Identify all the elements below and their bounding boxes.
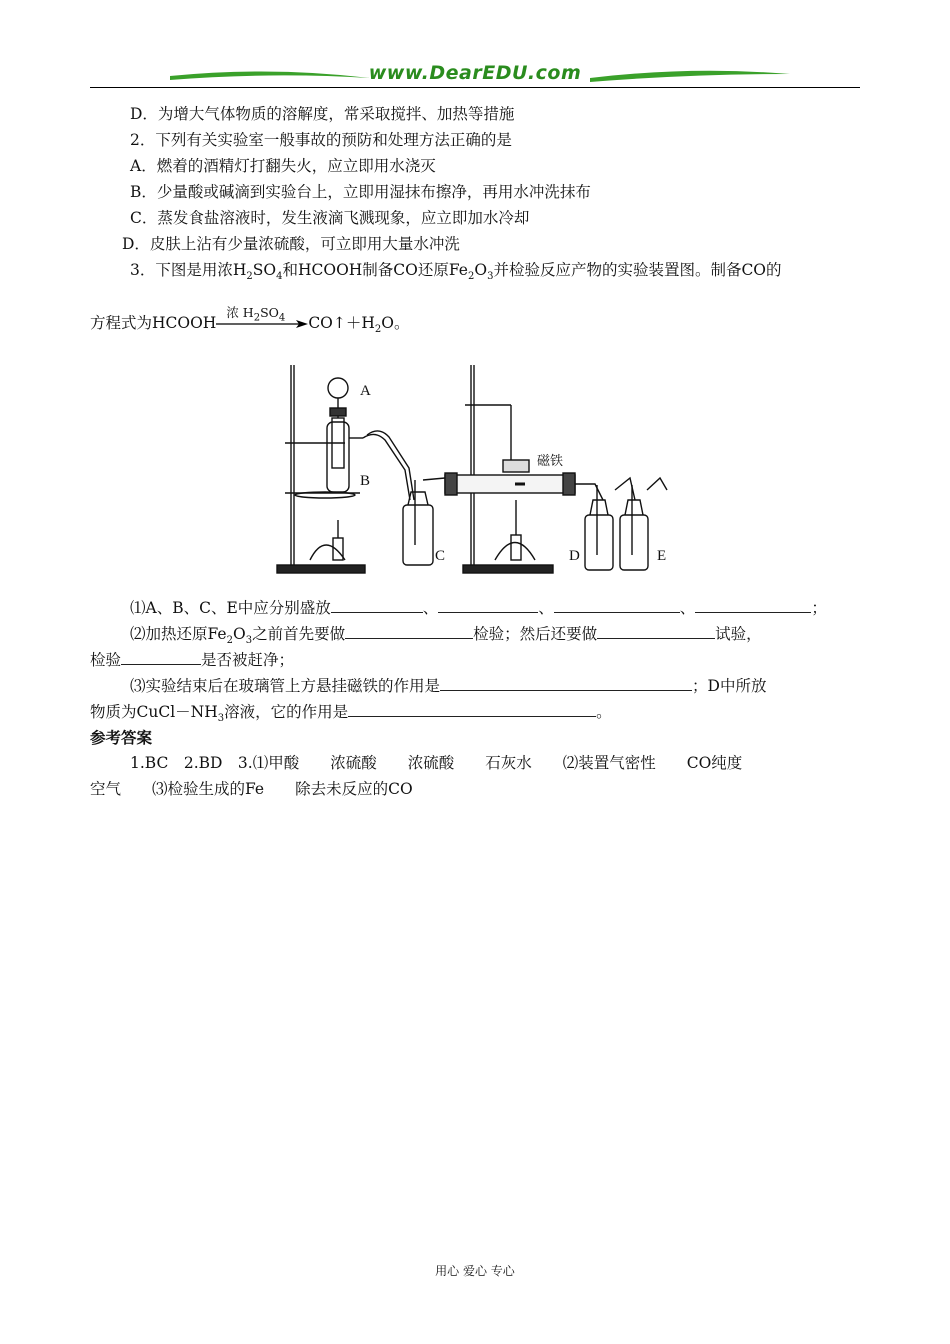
apparatus-diagram (275, 360, 675, 580)
blank-e[interactable] (695, 597, 811, 613)
label-a: A (360, 383, 371, 399)
blank-a[interactable] (331, 597, 423, 613)
blank-c[interactable] (554, 597, 680, 613)
page-header (90, 60, 860, 90)
blank-b[interactable] (438, 597, 538, 613)
option-2d: D．皮肤上沾有少量浓硫酸，可立即用大量水冲洗 (122, 235, 460, 253)
sub-question-1: ⑴A、B、C、E中应分别盛放 、 、 、 ； (130, 599, 827, 617)
question-2: 2．下列有关实验室一般事故的预防和处理方法正确的是 (130, 131, 512, 149)
label-c: C (435, 548, 446, 564)
blank-second-test[interactable] (597, 623, 715, 639)
label-b: B (360, 473, 371, 489)
equation-line: 方程式为HCOOH 浓 $H_2SO_4$ $CO↑+H_2O$。 (90, 305, 410, 336)
blank-first-check[interactable] (345, 623, 473, 639)
blank-d-purpose[interactable] (348, 701, 596, 717)
label-d: D (569, 548, 580, 564)
answer-line-2: 空气 ⑶检验生成的Fe 除去未反应的CO (90, 780, 413, 798)
reaction-arrow: 浓 $H_2SO_4$ (216, 314, 308, 332)
option-2c: C．蒸发食盐溶液时，发生液滴飞溅现象，应立即加水冷却 (130, 209, 530, 227)
right-swoosh-graphic (590, 66, 790, 86)
option-2a: A．燃着的酒精灯打翻失火，应立即用水浇灭 (130, 157, 436, 175)
option-d-prev: D．为增大气体物质的溶解度，常采取搅拌、加热等措施 (130, 105, 515, 123)
sub-question-3-cont: 物质为$CuCl-NH_3$溶液，它的作用是 。 (90, 703, 612, 725)
question-3: 3．下图是用浓$H_2SO_4$和HCOOH制备CO还原$Fe_2O_3$并检验反应产物的实验装置图。制备CO的 (130, 261, 782, 283)
label-magnet: 磁铁 (537, 453, 564, 468)
sub-question-2: ⑵加热还原$Fe_2O_3$之前首先要做 检验；然后还要做 试验， (130, 625, 762, 647)
label-e: E (657, 548, 667, 564)
answer-line-1: 1.BC 2.BD 3.⑴甲酸 浓硫酸 浓硫酸 石灰水 ⑵装置气密性 CO纯度 (130, 754, 743, 772)
sub-question-2-cont: 检验 是否被赶净； (90, 651, 295, 669)
header-rule (90, 87, 860, 88)
answer-title: 参考答案 (90, 729, 153, 747)
site-logo: www.DearEDU.com (368, 62, 582, 84)
blank-gas[interactable] (121, 649, 201, 665)
sub-question-3: ⑶实验结束后在玻璃管上方悬挂磁铁的作用是 ；D中所放 (130, 677, 767, 695)
page-footer: 用心 爱心 专心 (435, 1264, 515, 1278)
option-2b: B．少量酸或碱滴到实验台上，立即用湿抹布擦净，再用水冲洗抹布 (130, 183, 591, 201)
blank-magnet-purpose[interactable] (440, 675, 692, 691)
